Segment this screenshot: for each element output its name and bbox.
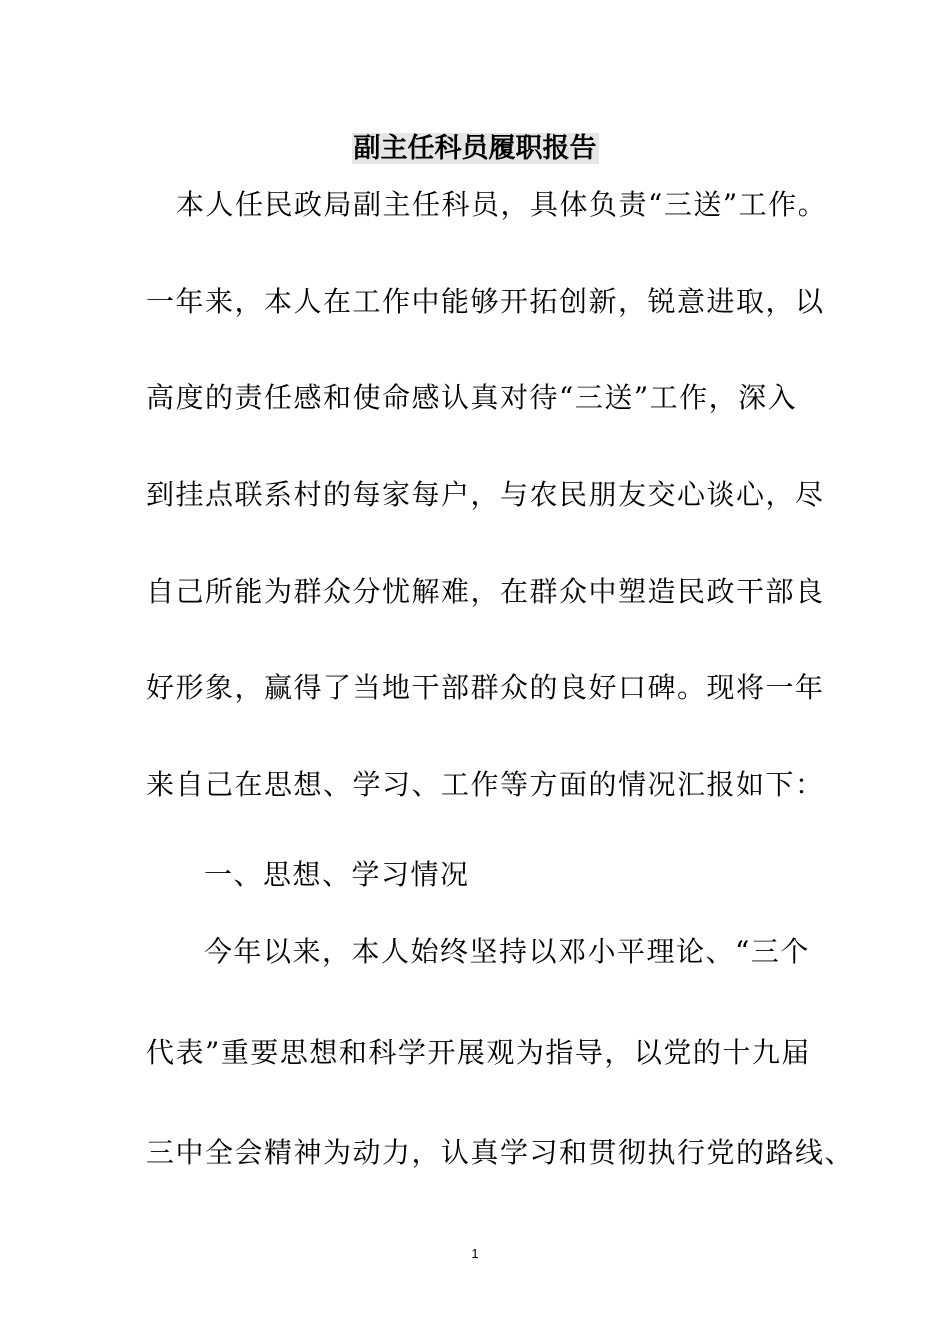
page-number: 1 — [471, 1246, 479, 1261]
paragraph-line: 好形象，赢得了当地干部群众的良好口碑。现将一年 — [146, 671, 825, 704]
paragraph-line: 高度的责任感和使命感认真对待“三送”工作，深入 — [146, 381, 798, 414]
paragraph-line: 三中全会精神为动力，认真学习和贯彻执行党的路线、 — [146, 1136, 855, 1169]
paragraph-line: 到挂点联系村的每家每户，与农民朋友交心谈心，尽 — [146, 478, 825, 511]
paragraph-line: 一年来，本人在工作中能够开拓创新，锐意进取，以 — [146, 285, 825, 318]
paragraph-line: 来自己在思想、学习、工作等方面的情况汇报如下： — [146, 768, 825, 801]
paragraph-line: 本人任民政局副主任科员，具体负责“三送”工作。 — [176, 188, 828, 221]
paragraph-line: 自己所能为群众分忧解难，在群众中塑造民政干部良 — [146, 575, 825, 608]
document-title — [0, 130, 950, 168]
document-title-text: 副主任科员履职报告 — [353, 133, 597, 164]
section-heading: 一、思想、学习情况 — [204, 858, 470, 891]
paragraph-line: 今年以来，本人始终坚持以邓小平理论、“三个 — [204, 935, 810, 968]
paragraph-line: 代表”重要思想和科学开展观为指导，以党的十九届 — [146, 1036, 811, 1069]
